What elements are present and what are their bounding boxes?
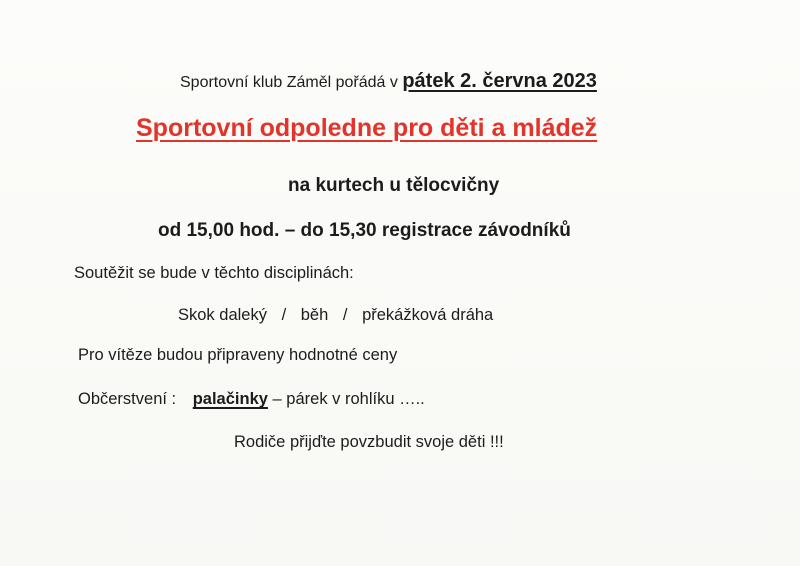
prizes-note: Pro vítěze budou připraveny hodnotné ceny xyxy=(78,346,398,364)
refreshments-highlight: palačinky xyxy=(192,390,268,408)
refreshments-label: Občerstvení : xyxy=(78,390,177,408)
intro-prefix: Sportovní klub Záměl pořádá v xyxy=(180,74,398,91)
parents-invitation: Rodiče přijďte povzbudit svoje děti !!! xyxy=(234,433,504,451)
event-title: Sportovní odpoledne pro děti a mládež xyxy=(136,114,598,142)
event-date: pátek 2. června 2023 xyxy=(402,70,597,92)
refreshments-rest: – párek v rohlíku ….. xyxy=(272,390,425,408)
disciplines-intro: Soutěžit se bude v těchto disciplinách: xyxy=(74,264,354,282)
discipline-separator: / xyxy=(342,306,348,324)
discipline-separator: / xyxy=(281,306,287,324)
discipline-item: běh xyxy=(300,306,329,324)
event-time: od 15,00 hod. – do 15,30 registrace závodníků xyxy=(158,220,571,241)
discipline-item: překážková dráha xyxy=(362,306,494,324)
event-venue: na kurtech u tělocvičny xyxy=(288,175,500,196)
discipline-item: Skok daleký xyxy=(178,306,267,324)
intro-line xyxy=(180,70,597,93)
refreshments-line xyxy=(78,390,425,409)
disciplines-list xyxy=(178,306,493,325)
